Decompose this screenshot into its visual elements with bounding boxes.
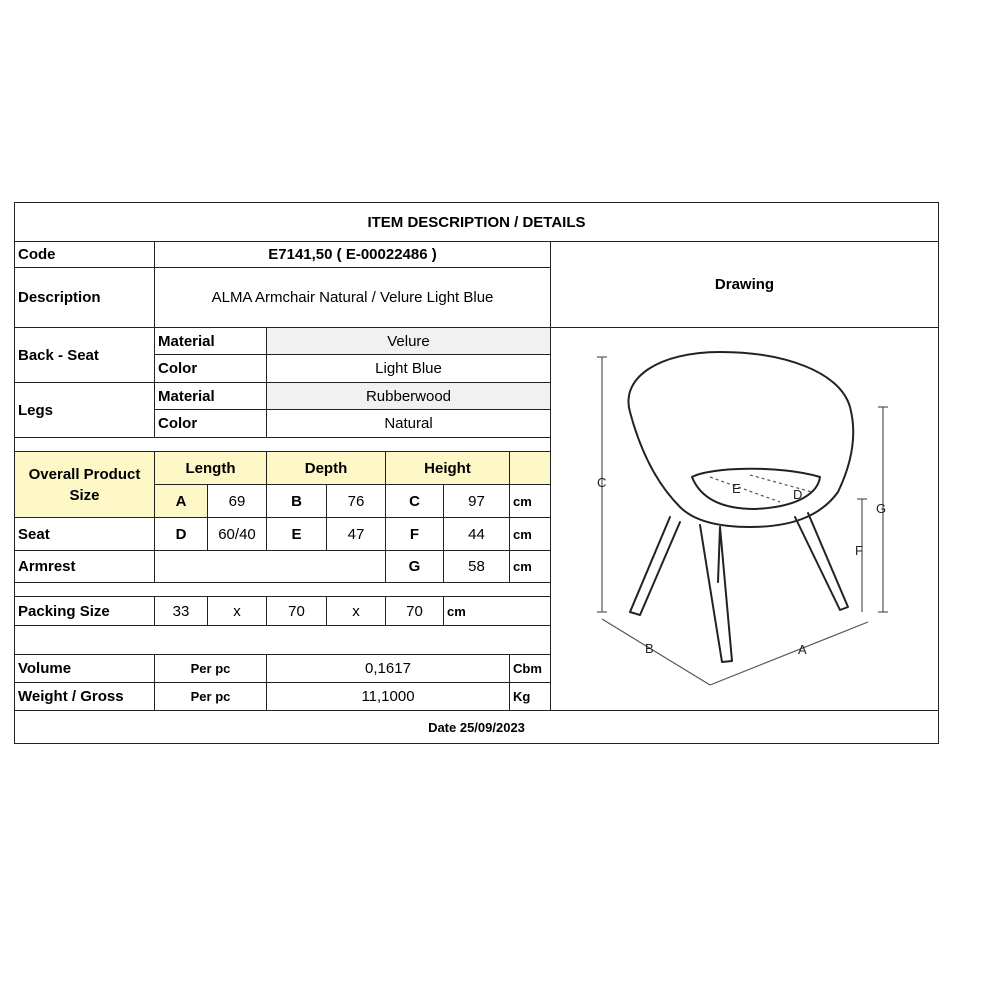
weight-unit: Kg: [509, 682, 551, 711]
back-seat-material-label: Material: [154, 327, 267, 355]
depth-header: Depth: [266, 451, 386, 485]
packing-height: 70: [385, 596, 444, 626]
overall-unit: cm: [509, 484, 551, 518]
seat-unit: cm: [509, 517, 551, 551]
description-label: Description: [14, 267, 155, 328]
b-value: 76: [326, 484, 386, 518]
description-value: ALMA Armchair Natural / Velure Light Blue: [154, 267, 551, 328]
date-footer: Date 25/09/2023: [14, 710, 939, 744]
front-right-leg: [700, 525, 732, 662]
code-label: Code: [14, 241, 155, 268]
g-value: 58: [443, 550, 510, 583]
packing-label: Packing Size: [14, 596, 155, 626]
c-label: C: [385, 484, 444, 518]
armrest-label: Armrest: [14, 550, 155, 583]
chair-shell: [628, 352, 853, 527]
chair-drawing-svg: [550, 327, 938, 710]
f-label: F: [385, 517, 444, 551]
a-value: 69: [207, 484, 267, 518]
sheet-title: ITEM DESCRIPTION / DETAILS: [14, 202, 939, 242]
back-seat-material: Velure: [266, 327, 551, 355]
weight-value: 11,1000: [266, 682, 510, 711]
legs-material-label: Material: [154, 382, 267, 410]
packing-unit: cm: [443, 596, 551, 626]
dim-c-text: C: [597, 475, 607, 490]
packing-length: 33: [154, 596, 208, 626]
volume-per: Per pc: [154, 654, 267, 683]
volume-unit: Cbm: [509, 654, 551, 683]
spacer-row: [14, 437, 551, 452]
dim-d-text: D: [793, 487, 803, 502]
dim-e-text: E: [732, 481, 741, 496]
unit-header: [509, 451, 551, 485]
drawing-label: Drawing: [550, 241, 939, 328]
packing-x1: x: [207, 596, 267, 626]
back-right-leg: [795, 513, 848, 610]
dim-g-text: G: [876, 501, 887, 516]
seat-label: Seat: [14, 517, 155, 551]
legs-color: Natural: [266, 409, 551, 438]
f-value: 44: [443, 517, 510, 551]
e-value: 47: [326, 517, 386, 551]
dim-b-text: B: [645, 641, 654, 656]
e-label: E: [266, 517, 327, 551]
g-label: G: [385, 550, 444, 583]
armrest-unit: cm: [509, 550, 551, 583]
legs-color-label: Color: [154, 409, 267, 438]
spacer-row-3: [14, 625, 551, 655]
length-header: Length: [154, 451, 267, 485]
volume-value: 0,1617: [266, 654, 510, 683]
d-value: 60/40: [207, 517, 267, 551]
code-value: E7141,50 ( E-00022486 ): [154, 241, 551, 268]
a-label: A: [154, 484, 208, 518]
d-label: D: [154, 517, 208, 551]
dim-f-text: F: [855, 543, 863, 558]
packing-width: 70: [266, 596, 327, 626]
weight-per: Per pc: [154, 682, 267, 711]
front-left-leg: [630, 517, 680, 615]
volume-label: Volume: [14, 654, 155, 683]
chair-drawing: [550, 327, 938, 710]
spacer-row-2: [14, 582, 551, 597]
back-seat-color-label: Color: [154, 354, 267, 383]
packing-x2: x: [326, 596, 386, 626]
armrest-empty: [154, 550, 386, 583]
dim-a-text: A: [798, 642, 807, 657]
b-label: B: [266, 484, 327, 518]
c-value: 97: [443, 484, 510, 518]
height-header: Height: [385, 451, 510, 485]
back-left-leg: [718, 527, 720, 582]
back-seat-label: Back - Seat: [14, 327, 155, 383]
legs-label: Legs: [14, 382, 155, 438]
overall-size-label: Overall Product Size: [14, 451, 155, 518]
back-seat-color: Light Blue: [266, 354, 551, 383]
legs-material: Rubberwood: [266, 382, 551, 410]
weight-label: Weight / Gross: [14, 682, 155, 711]
